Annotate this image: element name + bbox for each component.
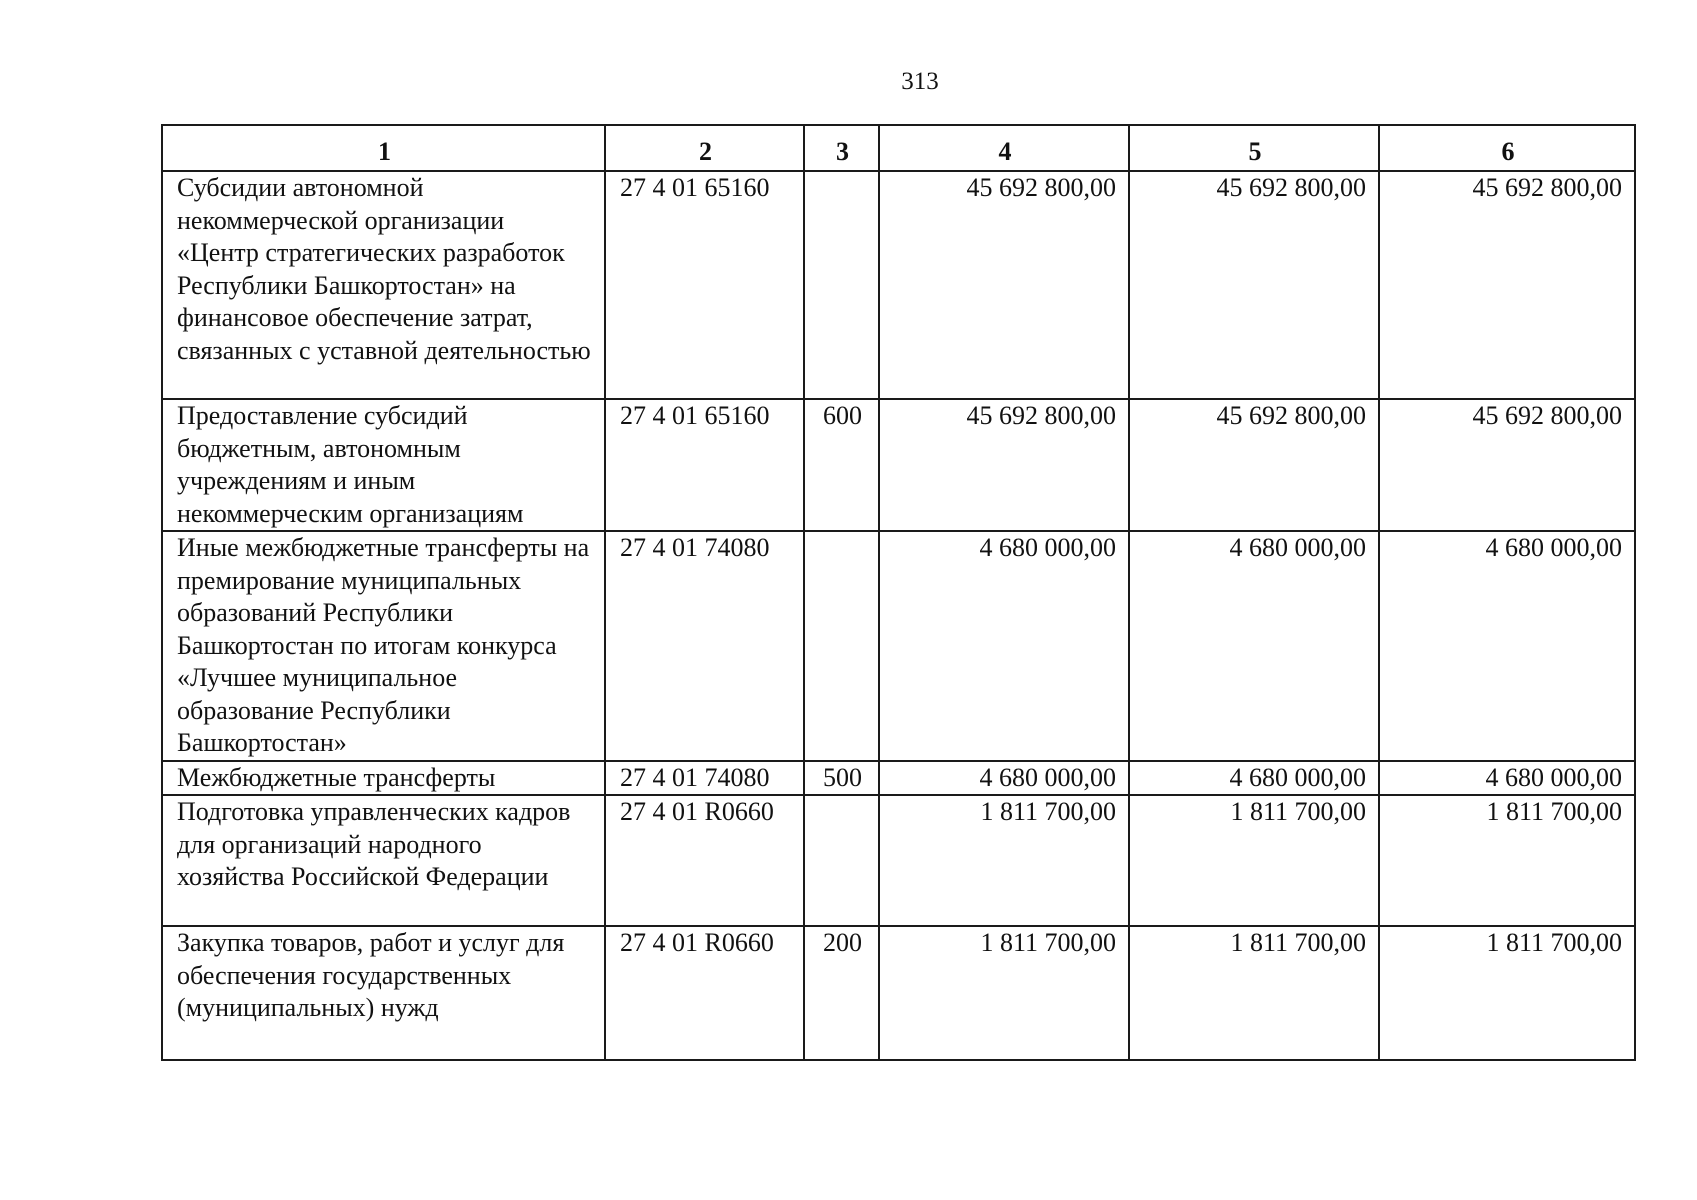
row-amount-3: 45 692 800,00	[1379, 171, 1635, 399]
row-code: 27 4 01 R0660	[605, 795, 804, 926]
column-header-2: 2	[605, 125, 804, 171]
table-row	[162, 399, 1635, 531]
table-header-row	[162, 125, 1635, 171]
column-header-3: 3	[804, 125, 879, 171]
row-amount-3: 1 811 700,00	[1379, 795, 1635, 926]
budget-table	[161, 124, 1636, 1061]
row-kind	[804, 531, 879, 761]
row-amount-2: 45 692 800,00	[1129, 171, 1379, 399]
row-amount-2: 1 811 700,00	[1129, 795, 1379, 926]
column-header-5: 5	[1129, 125, 1379, 171]
row-kind: 500	[804, 761, 879, 796]
row-amount-3: 4 680 000,00	[1379, 761, 1635, 796]
row-amount-2: 4 680 000,00	[1129, 761, 1379, 796]
table-row	[162, 795, 1635, 926]
row-amount-1: 4 680 000,00	[879, 761, 1129, 796]
row-amount-1: 1 811 700,00	[879, 926, 1129, 1060]
row-amount-1: 45 692 800,00	[879, 171, 1129, 399]
row-kind	[804, 795, 879, 926]
row-code: 27 4 01 74080	[605, 761, 804, 796]
row-name: Подготовка управленческих кадров для организаций народного хозяйства Российской Федерации	[162, 795, 605, 926]
row-kind: 200	[804, 926, 879, 1060]
row-amount-2: 1 811 700,00	[1129, 926, 1379, 1060]
row-amount-3: 1 811 700,00	[1379, 926, 1635, 1060]
row-name: Межбюджетные трансферты	[162, 761, 605, 796]
column-header-4: 4	[879, 125, 1129, 171]
table-row	[162, 171, 1635, 399]
row-kind	[804, 171, 879, 399]
row-name: Предоставление субсидий бюджетным, автономным учреждениям и иным некоммерческим организациям	[162, 399, 605, 531]
row-amount-3: 4 680 000,00	[1379, 531, 1635, 761]
row-amount-3: 45 692 800,00	[1379, 399, 1635, 531]
row-amount-2: 45 692 800,00	[1129, 399, 1379, 531]
row-amount-1: 4 680 000,00	[879, 531, 1129, 761]
table-row	[162, 761, 1635, 796]
column-header-6: 6	[1379, 125, 1635, 171]
row-name: Субсидии автономной некоммерческой организации «Центр стратегических разработок Республики Башкортостан» на финансовое обеспечение затрат, связанных с уставной деятельностью	[162, 171, 605, 399]
table-row	[162, 926, 1635, 1060]
row-code: 27 4 01 R0660	[605, 926, 804, 1060]
page-number: 313	[901, 68, 939, 95]
row-amount-2: 4 680 000,00	[1129, 531, 1379, 761]
row-kind: 600	[804, 399, 879, 531]
row-code: 27 4 01 65160	[605, 171, 804, 399]
row-amount-1: 1 811 700,00	[879, 795, 1129, 926]
row-amount-1: 45 692 800,00	[879, 399, 1129, 531]
row-name: Закупка товаров, работ и услуг для обеспечения государственных (муниципальных) нужд	[162, 926, 605, 1060]
table-row	[162, 531, 1635, 761]
column-header-1: 1	[162, 125, 605, 171]
row-code: 27 4 01 65160	[605, 399, 804, 531]
row-code: 27 4 01 74080	[605, 531, 804, 761]
row-name: Иные межбюджетные трансферты на премирование муниципальных образований Республики Башкортостан по итогам конкурса «Лучшее муниципальное образование Республики Башкортостан»	[162, 531, 605, 761]
